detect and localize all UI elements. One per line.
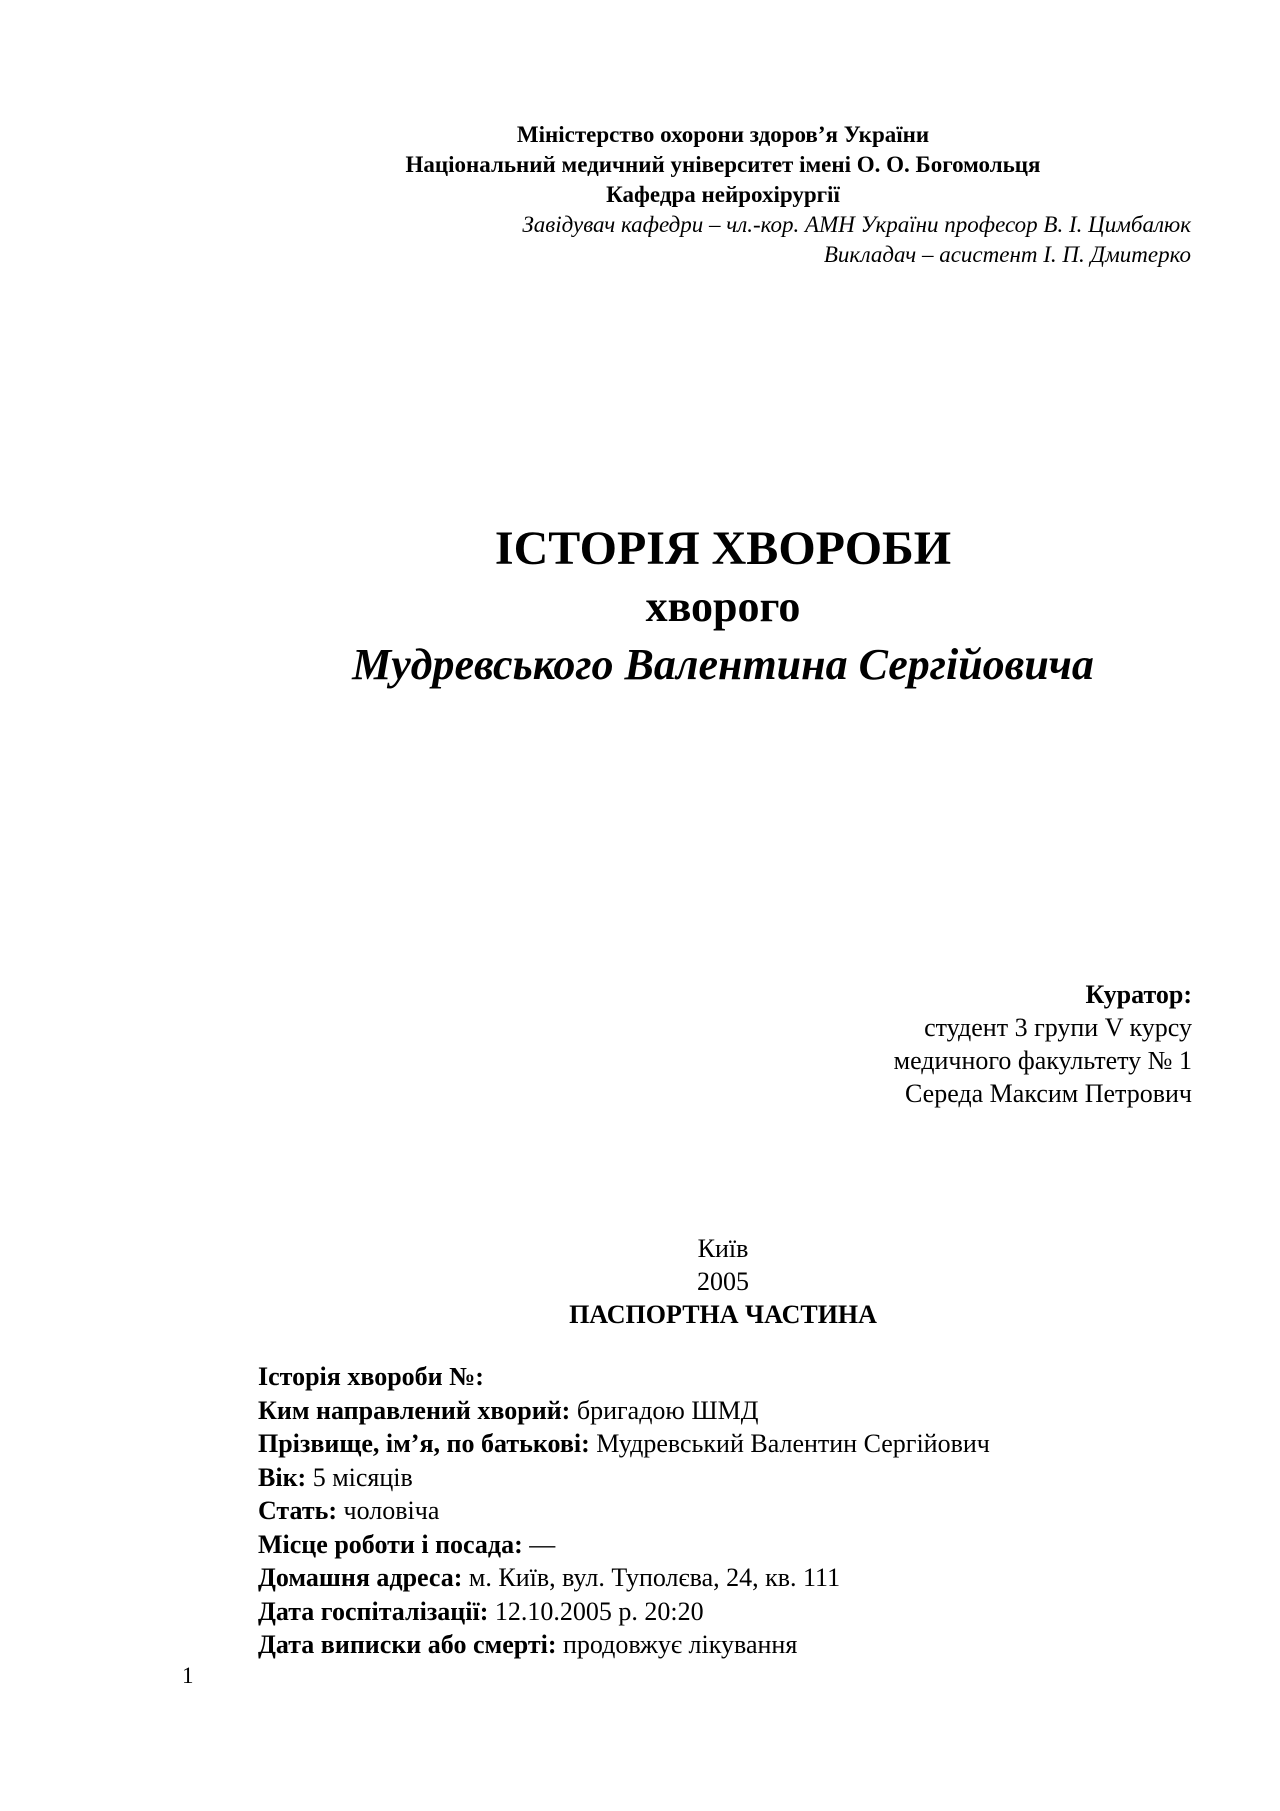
passport-row <box>258 1561 1192 1595</box>
passport-row-label: Вік: <box>258 1462 307 1492</box>
passport-row-value: бригадою ШМД <box>576 1395 759 1425</box>
passport-row-value: м. Київ, вул. Туполєва, 24, кв. 111 <box>468 1563 841 1592</box>
passport-row-label: Прізвище, ім’я, по батькові: <box>258 1429 590 1458</box>
passport-row <box>258 1628 1192 1662</box>
department-head: Завідувач кафедри – чл.-кор. АМН України професор В. І. Цимбалюк <box>522 212 1191 237</box>
passport-row-label: Дата госпіталізації: <box>258 1596 489 1626</box>
passport-row-label: Домашня адреса: <box>258 1563 463 1592</box>
university-name: Національний медичний університет імені О. О. Богомольця <box>405 152 1041 177</box>
passport-row-label: Ким направлений хворий: <box>258 1395 571 1425</box>
year: 2005 <box>697 1267 749 1296</box>
passport-row-label: Стать: <box>258 1496 338 1525</box>
curator-label: Куратор: <box>1085 980 1192 1009</box>
passport-row <box>258 1595 1192 1629</box>
curator-block <box>700 978 1192 1110</box>
city: Київ <box>697 1234 749 1263</box>
document-title: ІСТОРІЯ ХВОРОБИ <box>494 522 952 575</box>
passport-row-value: 12.10.2005 р. 20:20 <box>494 1596 704 1626</box>
passport-row-label: Дата виписки або смерті: <box>258 1630 557 1659</box>
curator-line-3: Середа Максим Петрович <box>905 1079 1192 1108</box>
curator-line-1: студент 3 групи V курсу <box>924 1013 1192 1042</box>
ministry-name: Міністерство охорони здоров’я України <box>516 122 930 147</box>
passport-row-value: Мудревський Валентин Сергійович <box>596 1429 990 1458</box>
passport-row-value: — <box>529 1529 556 1559</box>
page-number: 1 <box>182 1663 194 1688</box>
passport-row <box>258 1528 1192 1562</box>
passport-row-label: Місце роботи і посада: <box>258 1529 523 1559</box>
passport-section-title: ПАСПОРТНА ЧАСТИНА <box>569 1300 877 1329</box>
passport-row <box>258 1494 1192 1528</box>
passport-row <box>258 1394 1192 1428</box>
document-header <box>255 120 1191 270</box>
passport-row-value: продовжує лікування <box>563 1630 798 1659</box>
title-block <box>255 520 1191 694</box>
department-name: Кафедра нейрохірургії <box>606 182 840 207</box>
passport-row <box>258 1461 1192 1495</box>
curator-line-2: медичного факультету № 1 <box>893 1046 1192 1075</box>
passport-row <box>258 1360 1192 1394</box>
passport-section <box>258 1360 1192 1662</box>
lecturer: Викладач – асистент І. П. Дмитерко <box>823 242 1191 267</box>
document-subtitle: хворого <box>645 582 801 631</box>
patient-name-title: Мудревського Валентина Сергійовича <box>352 640 1094 689</box>
passport-row-value: чоловіча <box>343 1496 440 1525</box>
city-year-block <box>255 1232 1191 1331</box>
passport-row-label: Історія хвороби №: <box>258 1362 484 1391</box>
passport-row <box>258 1427 1192 1461</box>
passport-row-value: 5 місяців <box>312 1462 413 1492</box>
